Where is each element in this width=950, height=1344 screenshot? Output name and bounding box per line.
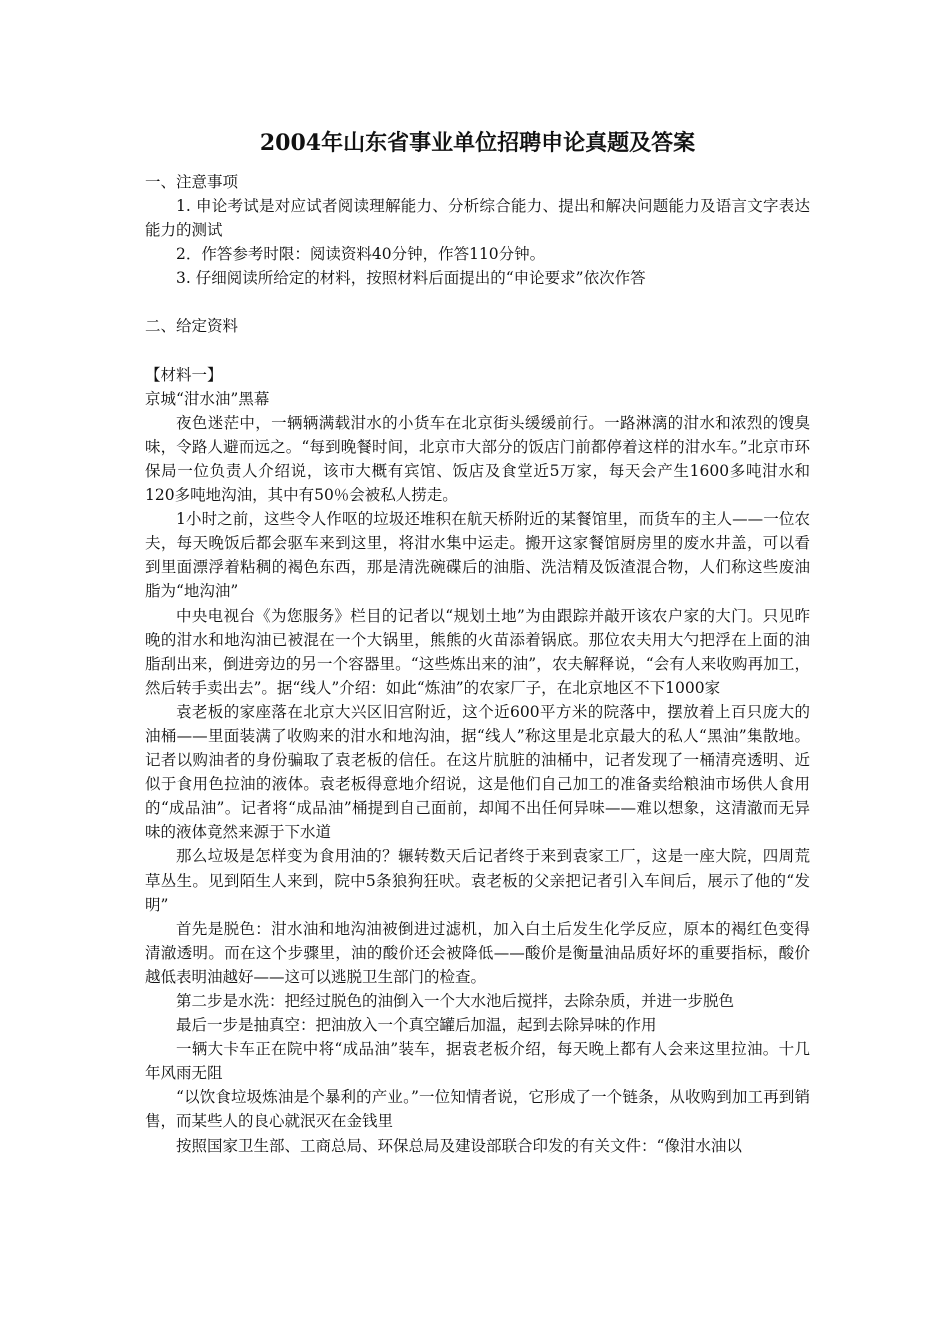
note-item-3: 3. 仔细阅读所给定的材料，按照材料后面提出的“申论要求”依次作答 — [176, 269, 646, 288]
material-paragraph: 首先是脱色：泔水油和地沟油被倒进过滤机，加入白土后发生化学反应，原本的褐红色变得清澈透明。而在这个步骤里，油的酸价还会被降低——酸价是衡量油品质好坏的重要指标，酸价越低表明油越好——这可以逃脱卫生部门的检查。 — [145, 919, 810, 986]
spacer — [145, 339, 810, 363]
note-item-1: 1. 申论考试是对应试者阅读理解能力、分析综合能力、提出和解决问题能力及语言文字表达能力的测试 — [145, 197, 810, 240]
material-label: 【材料一】 — [145, 365, 223, 384]
material-paragraph: 夜色迷茫中，一辆辆满载泔水的小货车在北京街头缓缓前行。一路淋漓的泔水和浓烈的馊臭味，令路人避而远之。“每到晚餐时间，北京市大部分的饭店门前都停着这样的泔水车。”北京市环保局一位负责人介绍说，该市大概有宾馆、饭店及食堂近5万家，每天会产生1600多吨泔水和120多吨地沟油，其中有50％会被私人捞走。 — [145, 413, 810, 505]
material-paragraph: 那么垃圾是怎样变为食用油的？辗转数天后记者终于来到袁家工厂，这是一座大院，四周荒草丛生。见到陌生人来到，院中5条狼狗狂吠。袁老板的父亲把记者引入车间后，展示了他的“发明” — [145, 847, 810, 914]
document-title: 2004年山东省事业单位招聘申论真题及答案 — [259, 130, 696, 156]
spacer — [145, 290, 810, 314]
material-paragraph: 按照国家卫生部、工商总局、环保总局及建设部联合印发的有关文件：“像泔水油以 — [176, 1136, 742, 1155]
section-heading-notes: 一、注意事项 — [145, 173, 239, 191]
material-paragraph: 第二步是水洗：把经过脱色的油倒入一个大水池后搅拌，去除杂质，并进一步脱色 — [176, 992, 735, 1010]
material-subtitle: 京城“泔水油”黑幕 — [145, 389, 270, 408]
material-paragraph: 袁老板的家座落在北京大兴区旧宫附近，这个近600平方米的院落中，摆放着上百只庞大的油桶——里面装满了收购来的泔水和地沟油，据“线人”称这里是北京最大的私人“黑油”集散地。记者以购油者的身份骗取了袁老板的信任。在这片肮脏的油桶中，记者发现了一桶清亮透明、近似于食用色拉油的液体。袁老板得意地介绍说，这是他们自己加工的准备卖给粮油市场供人食用的“成品油”。记者将“成品油”桶提到自己面前，却闻不出任何异味——难以想象，这清澈而无异味的液体竟然来源于下水道 — [145, 702, 810, 842]
material-paragraph: 中央电视台《为您服务》栏目的记者以“规划土地”为由跟踪并敲开该农户家的大门。只见昨晚的泔水和地沟油已被混在一个大锅里，熊熊的火苗添着锅底。那位农夫用大勺把浮在上面的油脂刮出来，倒进旁边的另一个容器里。“这些炼出来的油”，农夫解释说，“会有人来收购再加工，然后转手卖出去”。据“线人”介绍：如此“炼油”的农家厂子，在北京地区不下1000家 — [145, 606, 810, 697]
note-item-2: 2．作答参考时限：阅读资料40分钟，作答110分钟。 — [176, 245, 546, 264]
material-paragraph: 最后一步是抽真空：把油放入一个真空罐后加温，起到去除异味的作用 — [176, 1016, 657, 1035]
material-paragraph: “以饮食垃圾炼油是个暴利的产业。”一位知情者说，它形成了一个链条，从收购到加工再到销售，而某些人的良心就泯灭在金钱里 — [145, 1088, 810, 1131]
section-heading-materials: 二、给定资料 — [145, 317, 239, 336]
document-page — [145, 128, 810, 1158]
material-paragraph: 1小时之前，这些令人作呕的垃圾还堆积在航天桥附近的某餐馆里，而货车的主人——一位农夫，每天晚饭后都会驱车来到这里，将泔水集中运走。搬开这家餐馆厨房里的废水井盖，可以看到里面漂浮着粘稠的褐色东西，那是清洗碗碟后的油脂、洗洁精及饭渣混合物，人们称这些废油脂为“地沟油” — [145, 510, 810, 601]
material-paragraph: 一辆大卡车正在院中将“成品油”装车，据袁老板介绍，每天晚上都有人会来这里拉油。十几年风雨无阻 — [145, 1040, 810, 1083]
